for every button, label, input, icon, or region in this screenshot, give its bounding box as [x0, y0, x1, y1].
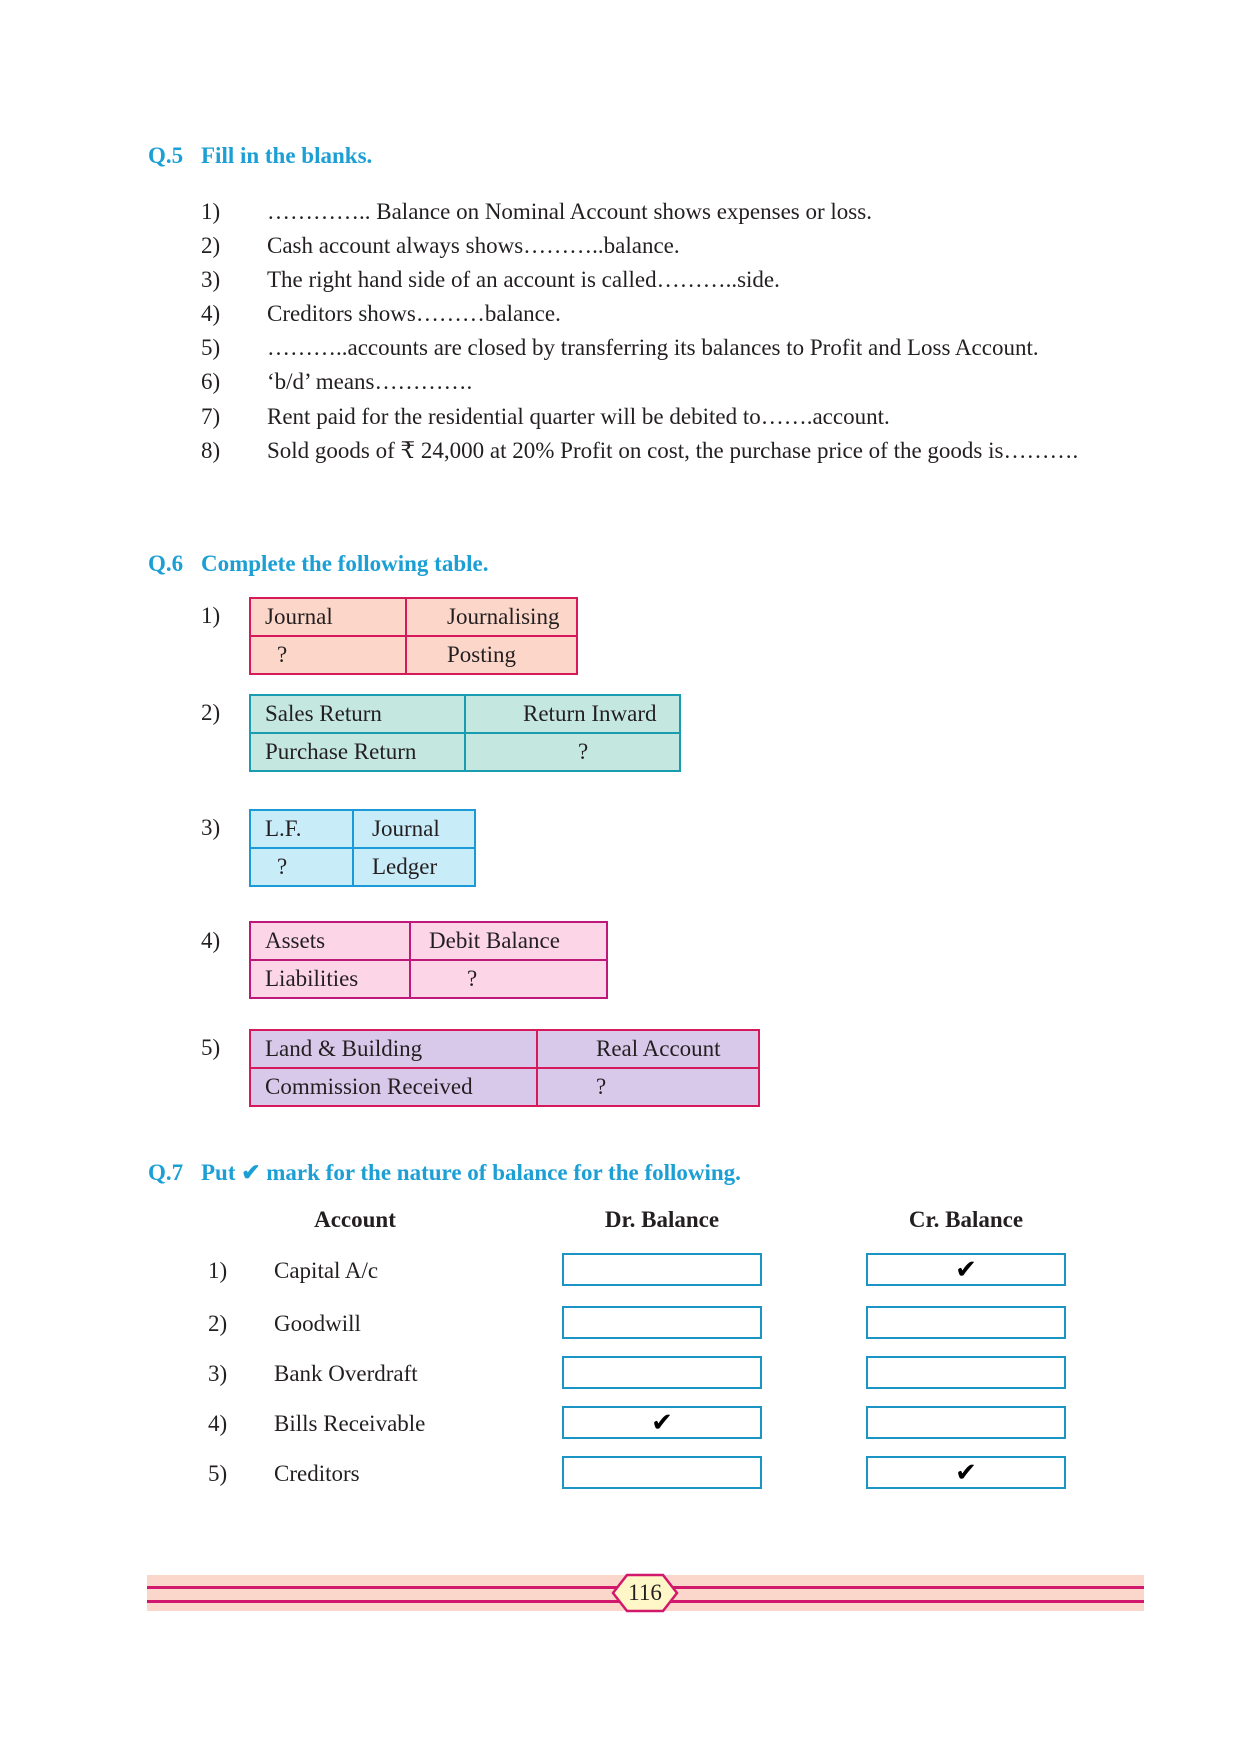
q6-table-3	[249, 809, 476, 887]
dr-balance-checkbox[interactable]	[562, 1356, 762, 1389]
dr-balance-checkbox[interactable]	[562, 1253, 762, 1286]
q6-table-number: 3)	[201, 815, 221, 840]
table-cell: Ledger	[353, 848, 475, 886]
dr-balance-checkbox[interactable]	[562, 1306, 762, 1339]
page-number: 116	[628, 1580, 662, 1605]
q7-account-name: Creditors	[274, 1461, 360, 1486]
table-cell: Return Inward	[465, 695, 680, 733]
q5-item-text: Rent paid for the residential quarter will be debited to…….account.	[267, 404, 890, 429]
q6-heading	[148, 551, 488, 577]
table-cell: L.F.	[250, 810, 353, 848]
dr-balance-column-header: Dr. Balance	[604, 1207, 720, 1232]
page-number-badge	[611, 1573, 679, 1613]
table-cell: ?	[410, 960, 607, 998]
q7-row-number: 1)	[208, 1258, 228, 1283]
table-cell: Assets	[250, 922, 410, 960]
q5-item-text: ………..accounts are closed by transferring its balances to Profit and Loss Account.	[267, 335, 1039, 360]
table-cell: ?	[250, 636, 406, 674]
q5-item-number: 7)	[201, 404, 221, 429]
table-cell: Journalising	[406, 598, 577, 636]
q7-row-number: 2)	[208, 1311, 228, 1336]
dr-balance-checkbox[interactable]: ✔	[562, 1406, 762, 1439]
q5-item-number: 8)	[201, 438, 221, 463]
table-cell: Land & Building	[250, 1030, 537, 1068]
q5-number: Q.5	[148, 143, 184, 168]
table-cell: Journal	[250, 598, 406, 636]
table-cell: ?	[250, 848, 353, 886]
q6-table-2	[249, 694, 681, 772]
cr-balance-checkbox[interactable]	[866, 1356, 1066, 1389]
q6-title: Complete the following table.	[201, 551, 489, 576]
q7-heading	[148, 1160, 741, 1186]
table-cell: Journal	[353, 810, 475, 848]
q5-title: Fill in the blanks.	[201, 143, 373, 168]
q6-table-1	[249, 597, 578, 675]
q6-table-number: 4)	[201, 928, 221, 953]
q6-table-number: 5)	[201, 1035, 221, 1060]
q5-item-text: Cash account always shows………..balance.	[267, 233, 680, 258]
q7-number: Q.7	[148, 1160, 184, 1185]
q5-item-number: 2)	[201, 233, 221, 258]
table-cell: Commission Received	[250, 1068, 537, 1106]
account-column-header: Account	[314, 1207, 396, 1232]
q6-table-4	[249, 921, 608, 999]
q7-row-number: 5)	[208, 1461, 228, 1486]
table-cell: Debit Balance	[410, 922, 607, 960]
q7-title: Put ✔ mark for the nature of balance for the following.	[201, 1160, 741, 1185]
q6-table-number: 1)	[201, 603, 221, 628]
q5-item-text: ‘b/d’ means………….	[267, 369, 473, 394]
q5-item-number: 5)	[201, 335, 221, 360]
q6-table-5	[249, 1029, 760, 1107]
q7-account-name: Bank Overdraft	[274, 1361, 418, 1386]
q5-item-number: 4)	[201, 301, 221, 326]
q5-heading	[148, 143, 372, 169]
cr-balance-column-header: Cr. Balance	[908, 1207, 1024, 1232]
cr-balance-checkbox[interactable]: ✔	[866, 1253, 1066, 1286]
q6-table-number: 2)	[201, 700, 221, 725]
table-cell: ?	[465, 733, 680, 771]
q7-account-name: Goodwill	[274, 1311, 361, 1336]
table-cell: Posting	[406, 636, 577, 674]
table-cell: Real Account	[537, 1030, 759, 1068]
q5-item-text: ………….. Balance on Nominal Account shows expenses or loss.	[267, 199, 872, 224]
q5-item-text: The right hand side of an account is called………..side.	[267, 267, 780, 292]
table-cell: Purchase Return	[250, 733, 465, 771]
table-cell: ?	[537, 1068, 759, 1106]
table-cell: Liabilities	[250, 960, 410, 998]
q6-number: Q.6	[148, 551, 184, 576]
dr-balance-checkbox[interactable]	[562, 1456, 762, 1489]
cr-balance-checkbox[interactable]	[866, 1306, 1066, 1339]
cr-balance-checkbox[interactable]: ✔	[866, 1456, 1066, 1489]
q5-item-number: 3)	[201, 267, 221, 292]
q7-account-name: Capital A/c	[274, 1258, 379, 1283]
q5-item-text: Sold goods of ₹ 24,000 at 20% Profit on cost, the purchase price of the goods is……….	[267, 438, 1079, 463]
q5-item-number: 1)	[201, 199, 221, 224]
q7-row-number: 4)	[208, 1411, 228, 1436]
cr-balance-checkbox[interactable]	[866, 1406, 1066, 1439]
q7-row-number: 3)	[208, 1361, 228, 1386]
table-cell: Sales Return	[250, 695, 465, 733]
q5-item-text: Creditors shows………balance.	[267, 301, 561, 326]
q7-account-name: Bills Receivable	[274, 1411, 426, 1436]
q5-item-number: 6)	[201, 369, 221, 394]
